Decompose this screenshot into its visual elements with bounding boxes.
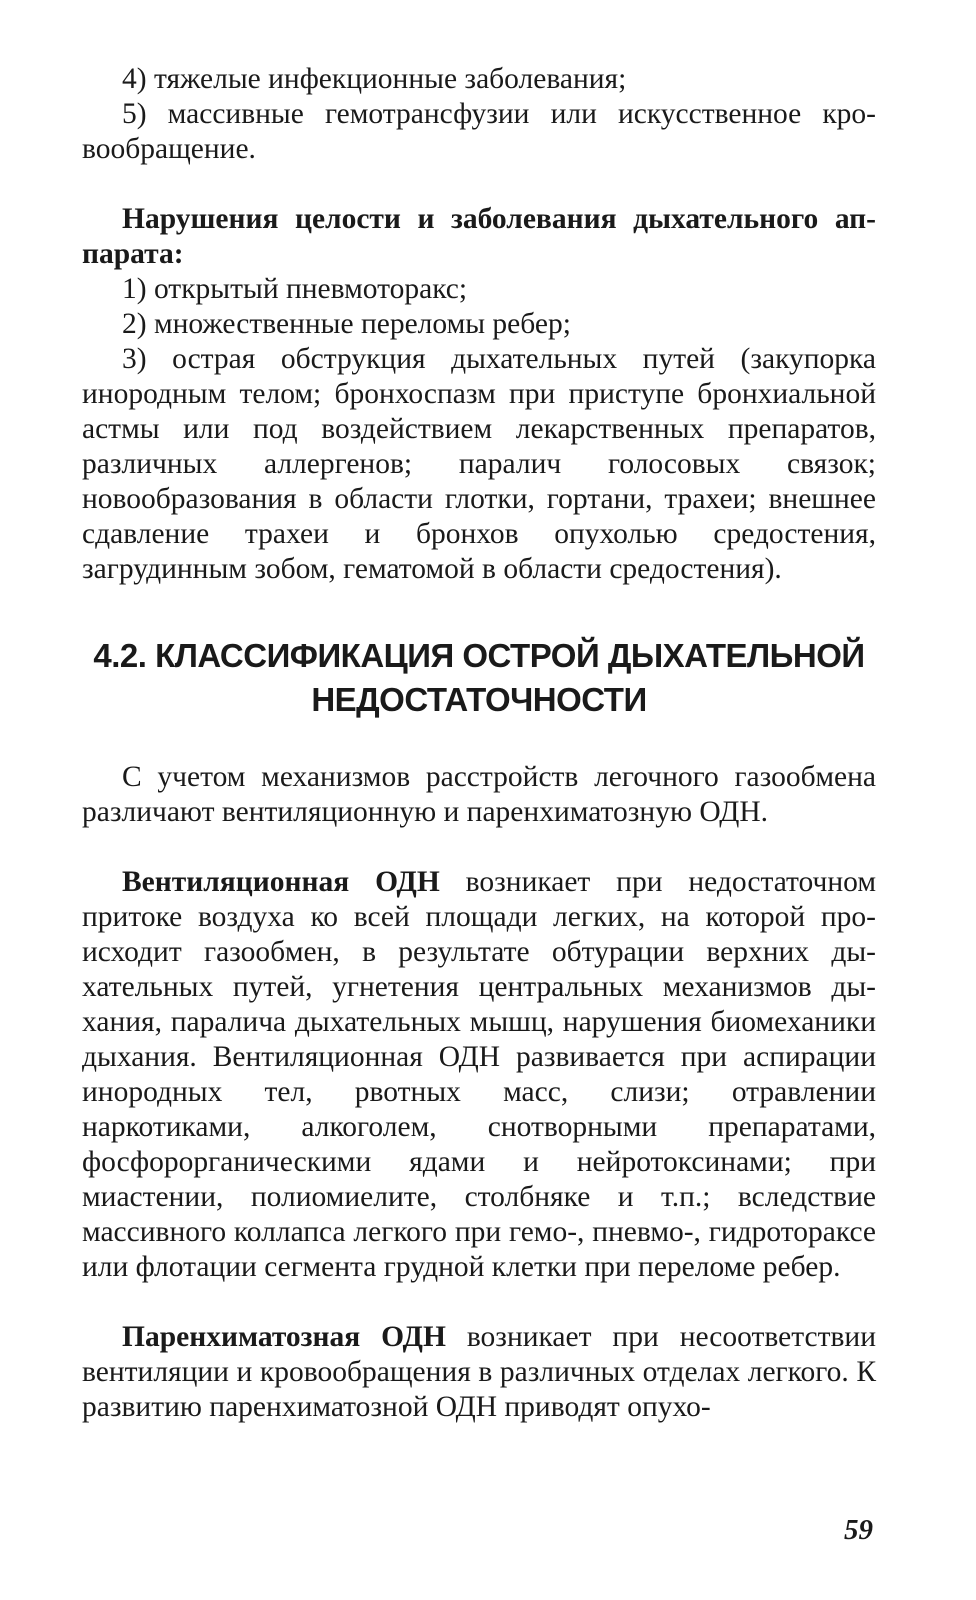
section-heading: [82, 634, 876, 722]
ventilation-paragraph: [82, 865, 876, 1285]
list-item: 4) тяжелые инфекционные заболевания;: [122, 63, 627, 95]
parenchymal-text: возникает при несоответствии вентиляции и кровообращения в различных отделах легкого. К развитию паренхиматозной ОДН приводят опухо-: [82, 1321, 876, 1423]
list-item: 2) множественные переломы ребер;: [122, 308, 571, 340]
section-subheading: [82, 202, 876, 272]
section-subheading-text: Нарушения целости и заболевания дыхательного аппарата:: [82, 203, 876, 270]
section-heading-line: 4.2. КЛАССИФИКАЦИЯ ОСТРОЙ ДЫХАТЕЛЬНОЙ: [93, 637, 865, 674]
list-item: 1) открытый пневмоторакс;: [122, 273, 468, 305]
list-item: 3) острая обструкция дыхательных путей (закупорка инородным телом; бронхоспазм при приступе бронхиальной астмы или под воздействием лекарственных препаратов, различных аллергенов; паралич голосовых связок; новообразования в области глотки, гортани, трахеи; внешнее сдавление трахеи и бронхов опухолью средостения, загрудинным зобом, гематомой в области средостения).: [82, 343, 876, 585]
ventilation-text: возникает при недостаточном притоке воздуха ко всей площади легких, на которой происходит газообмен, в результате обтурации верхних дыхательных путей, угнетения центральных механизмов дыхания, паралича дыхательных мышц, нарушения биомеханики дыхания. Вентиляционная ОДН развивается при аспирации инородных тел, рвотных масс, слизи; отравлении наркотиками, алкоголем, снотворными препаратами, фосфорорганическими ядами и нейротоксинами; при миастении, полиомиелите, столбняке и т.п.; вследствие массивного коллапса легкого при гемо-, пневмо-, гидротораксе или флотации сегмента грудной клетки при переломе ребер.: [82, 866, 876, 1283]
term-ventilation: Вентиляционная ОДН: [122, 866, 440, 898]
parenchymal-paragraph: [82, 1320, 876, 1425]
intro-paragraph: С учетом механизмов расстройств легочного газообмена различают вентиляционную и паренхиматозную ОДН.: [82, 761, 876, 828]
section-heading-line: НЕДОСТАТОЧНОСТИ: [311, 681, 647, 718]
page-number: 59: [844, 1514, 873, 1546]
term-parenchymal: Паренхиматозная ОДН: [122, 1321, 446, 1353]
list-item: 5) массивные гемотрансфузии или искусственное кровообращение.: [82, 98, 876, 165]
